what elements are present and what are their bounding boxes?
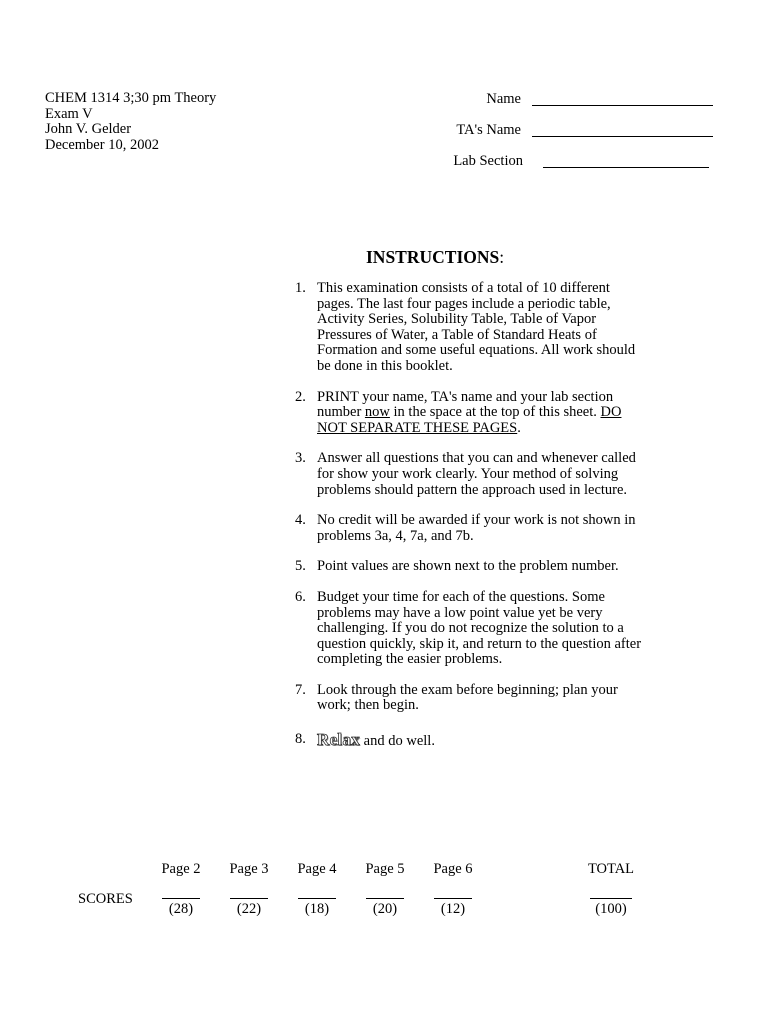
name-field[interactable] [532,105,713,106]
score-blank[interactable] [298,898,336,899]
instruction-item [290,590,650,668]
scores-label: SCORES [78,891,133,907]
item-emphasis-separate: DO NOT SEPARATE THESE PAGES [317,404,622,436]
item-text: PRINT your name, TA's name and your lab section number [317,388,614,421]
instruction-item [290,559,650,575]
item-number: 2. [295,388,306,405]
score-points: (28) [168,901,194,917]
score-blank[interactable] [366,898,404,899]
instructions-list [290,281,650,765]
exam-date: December 10, 2002 [45,136,159,153]
score-page-label: Page 3 [229,861,269,877]
course-title: CHEM 1314 3;30 pm Theory [45,90,217,106]
lab-section-label: Lab Section [453,153,523,169]
item-text: Look through the exam before beginning; plan your work; then begin. [317,681,618,714]
score-points: (20) [372,901,398,917]
instruction-item [290,390,650,437]
item-text: This examination consists of a total of 10 different pages. The last four pages include a periodic table, Activity Series, Solubility Table, Table of Vapor Pressures of Water, a Table of Standard Heats of Formation and some useful equations. All work should be done in this booklet. [317,280,636,374]
item-text: No credit will be awarded if your work is not shown in problems 3a, 4, 7a, and 7b. [317,512,636,544]
item-number: 1. [295,280,306,296]
instructions-heading: INSTRUCTIONS [366,247,500,267]
instruction-item [290,683,650,714]
ta-name-field[interactable] [532,136,713,137]
relax-word: Relax [317,730,361,750]
exam-header [45,91,216,153]
item-text: Budget your time for each of the questions. Some problems may have a low point value yet be very challenging. If you do not recognize the solution to a question quickly, skip it, and return to the question after completing the easier problems. [317,588,642,668]
instruction-item [290,451,650,498]
score-blank[interactable] [434,898,472,899]
item-text-end: . [517,419,521,436]
score-blank[interactable] [162,898,200,899]
score-column-page-2 [151,861,211,918]
score-column-page-5 [355,861,415,918]
item-text: Answer all questions that you can and whenever called for show your work clearly. Your method of solving problems should pattern the approach used in lecture. [317,450,636,498]
item-number: 8. [295,731,306,748]
item-text: and do well. [360,733,435,750]
name-label: Name [486,91,521,107]
score-blank[interactable] [590,898,632,899]
exam-number: Exam V [45,105,93,122]
item-number: 7. [295,681,306,698]
score-points: (22) [236,901,262,917]
score-column-page-4 [287,861,347,918]
lab-section-field[interactable] [543,167,709,168]
item-number: 5. [295,558,306,575]
item-number: 6. [295,588,306,605]
instruction-item [290,513,650,544]
score-column-total [581,861,641,918]
score-points: (18) [304,901,330,917]
score-column-page-3 [219,861,279,918]
score-page-label: Page 5 [365,861,405,877]
instructions-colon: : [499,247,505,267]
score-points: (100) [595,901,627,917]
item-number: 3. [295,450,306,467]
score-column-page-6 [423,861,483,918]
item-emphasis-now: now [364,404,390,421]
score-page-label: Page 6 [433,861,473,877]
score-page-label: Page 2 [161,861,201,877]
score-blank[interactable] [230,898,268,899]
instructions-title [366,247,504,268]
score-points: (12) [440,901,466,917]
instruction-item [290,281,650,375]
instruction-item [290,732,650,750]
item-text: Point values are shown next to the problem number. [317,558,619,575]
score-page-label: Page 4 [297,861,337,877]
ta-name-label: TA's Name [456,122,521,138]
item-number: 4. [295,512,306,529]
item-text-continued: in the space at the top of this sheet. [389,404,601,421]
instructor-name: John V. Gelder [45,121,132,137]
score-page-label: TOTAL [587,861,635,877]
